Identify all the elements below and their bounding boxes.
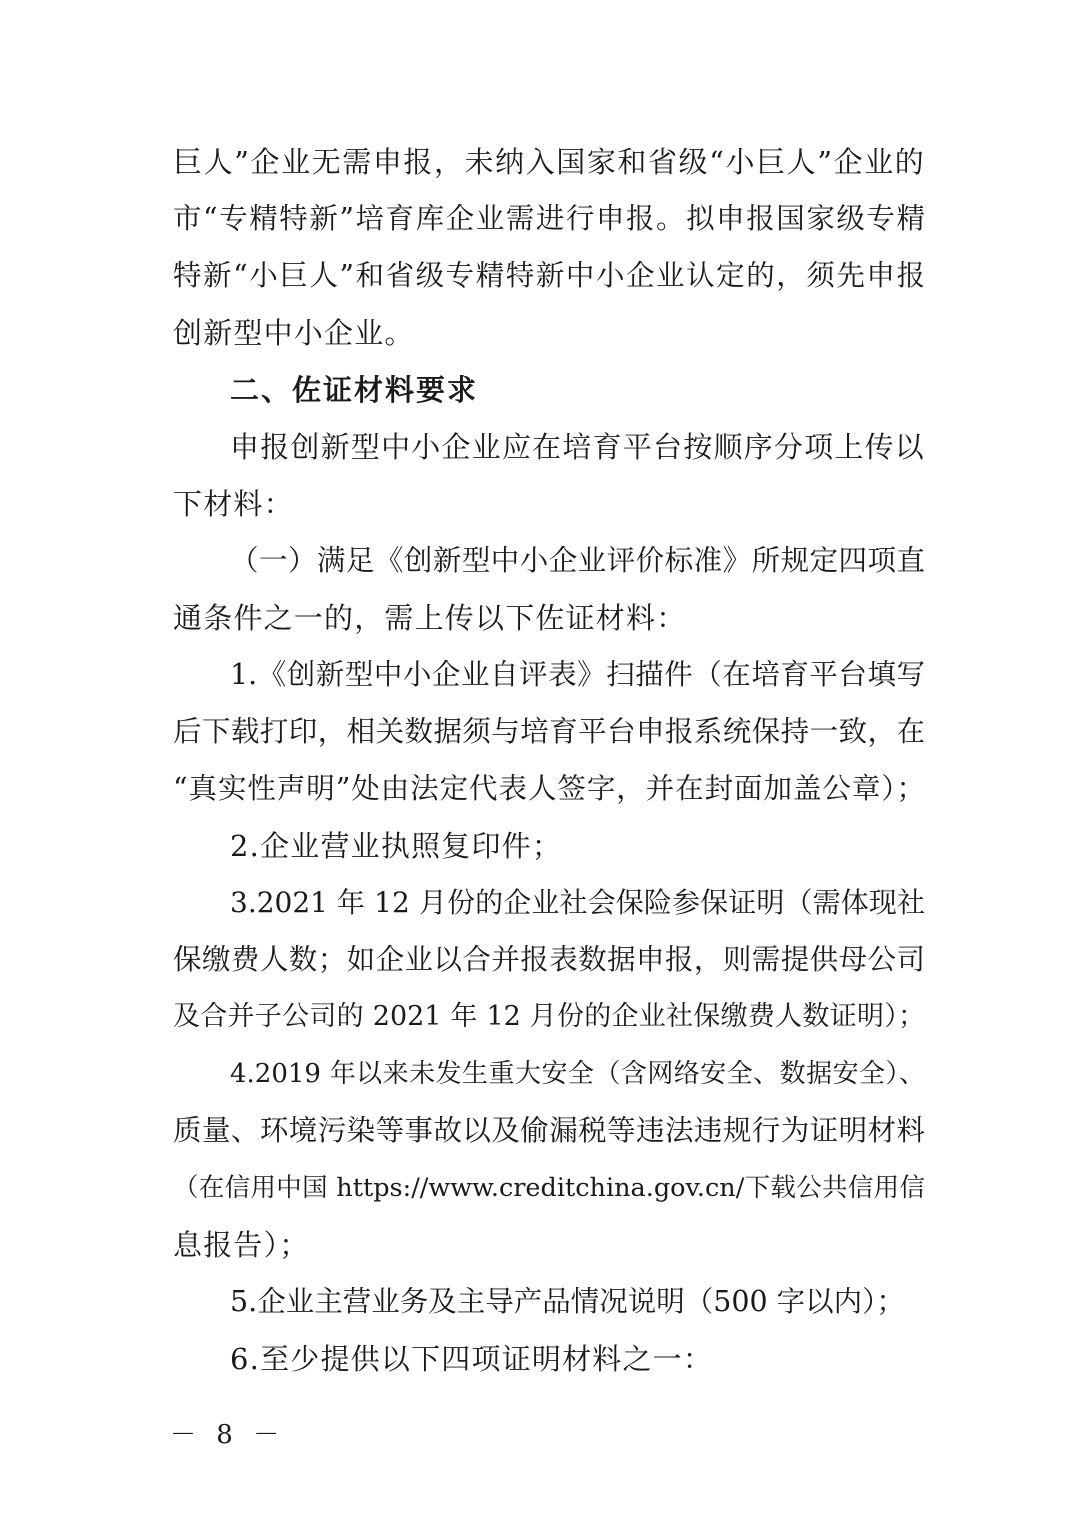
- paragraph-line: 创新型中小企业。: [173, 316, 415, 350]
- list-item-line: 息报告）；: [173, 1228, 310, 1262]
- list-item-line: 质量、环境污染等事故以及偷漏税等违法违规行为证明材料: [173, 1114, 925, 1147]
- list-item-line: 1.《创新型中小企业自评表》扫描件（在培育平台填写: [230, 658, 925, 691]
- list-item-line: 及合并子公司的 2021 年 12 月份的企业社保缴费人数证明）；: [173, 1001, 925, 1032]
- paragraph-line: 通条件之一的，需上传以下佐证材料：: [173, 601, 687, 635]
- list-item-line: “真实性声明”处由法定代表人签字，并在封面加盖公章）；: [173, 772, 925, 805]
- paragraph-line: （一）满足《创新型中小企业评价标准》所规定四项直: [230, 544, 925, 577]
- paragraph-line: 特新“小巨人”和省级专精特新中小企业认定的，须先申报: [173, 259, 925, 292]
- page-number: － 8 －: [170, 1420, 286, 1450]
- list-item-line: 4.2019 年以来未发生重大安全（含网络安全、数据安全）、: [230, 1059, 925, 1089]
- paragraph-line: 市“专精特新”培育库企业需进行申报。拟申报国家级专精: [173, 202, 925, 235]
- list-item-line: 后下载打印，相关数据须与培育平台申报系统保持一致，在: [173, 715, 925, 748]
- list-item-line: 保缴费人数；如企业以合并报表数据申报，则需提供母公司: [173, 943, 925, 976]
- paragraph-line: 申报创新型中小企业应在培育平台按顺序分项上传以: [230, 430, 925, 464]
- list-item-line: （在信用中国 https://www.creditchina.gov.cn/下载公共信用信: [173, 1173, 925, 1203]
- list-item-line: 5.企业主营业务及主导产品情况说明（500 字以内）；: [230, 1285, 905, 1318]
- section-heading: 二、佐证材料要求: [230, 373, 479, 407]
- list-item-line: 6.至少提供以下四项证明材料之一：: [230, 1342, 714, 1376]
- paragraph-line: 巨人”企业无需申报，未纳入国家和省级“小巨人”企业的: [173, 145, 925, 179]
- list-item-line: 2.企业营业执照复印件；: [230, 829, 563, 863]
- paragraph-line: 下材料：: [173, 487, 294, 521]
- list-item-line: 3.2021 年 12 月份的企业社会保险参保证明（需体现社: [230, 886, 925, 919]
